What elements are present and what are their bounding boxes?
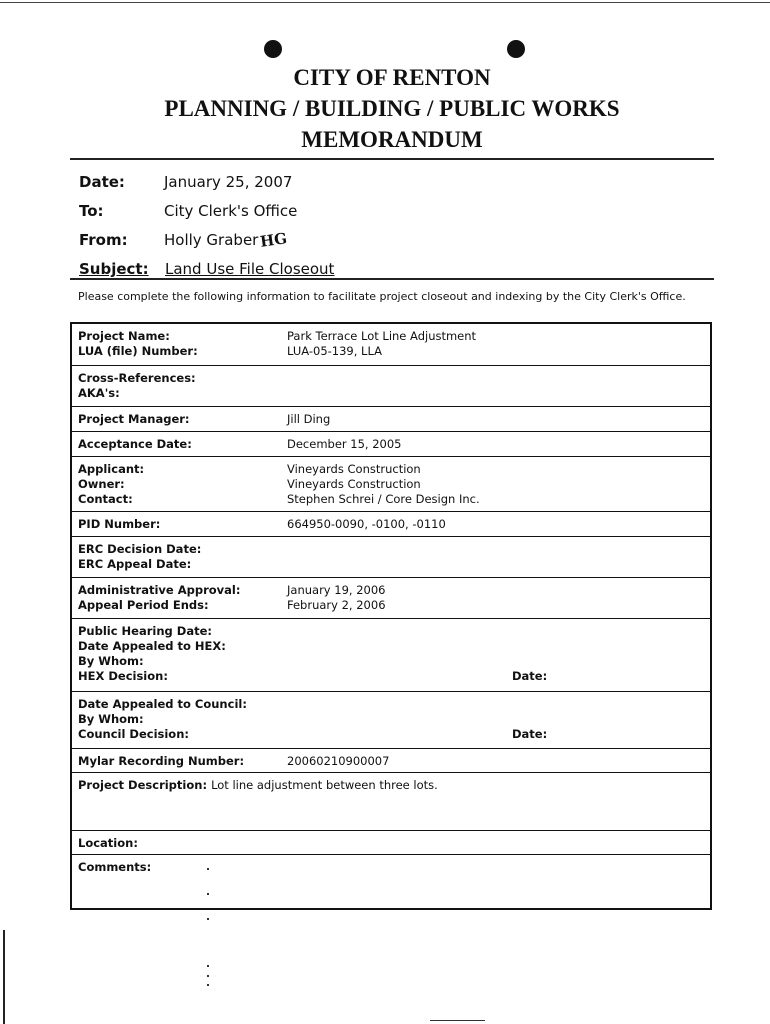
contact-label: Contact: [78, 492, 133, 506]
header-memorandum: MEMORANDUM [301, 127, 483, 152]
lua-label: LUA (file) Number: [78, 344, 198, 358]
council-decision-label: Council Decision: [78, 727, 189, 741]
scan-speck [207, 984, 209, 986]
description-label: Project Description: [78, 778, 208, 792]
row-mylar [72, 748, 710, 772]
mylar-label: Mylar Recording Number: [78, 754, 245, 768]
row-pid-number [72, 511, 710, 536]
scan-mark-bottom [430, 1020, 485, 1021]
row-acceptance-date [72, 431, 710, 456]
subject-rule [70, 278, 714, 280]
hex-date-label: Date: [512, 669, 548, 683]
row-project-manager [72, 406, 710, 431]
applicant-label: Applicant: [78, 462, 145, 476]
header-rule [70, 158, 714, 160]
description-value: Lot line adjustment between three lots. [211, 778, 438, 792]
acceptance-label: Acceptance Date: [78, 437, 192, 451]
date-value: January 25, 2007 [164, 173, 293, 191]
row-location [72, 830, 710, 854]
scan-edge-top [0, 2, 770, 3]
appeal-ends-label: Appeal Period Ends: [78, 598, 209, 612]
scan-speck [207, 918, 209, 920]
header-department: PLANNING / BUILDING / PUBLIC WORKS [164, 96, 620, 121]
row-cross-references [72, 365, 710, 406]
mylar-value: 20060210900007 [287, 754, 390, 768]
to-value: City Clerk's Office [164, 202, 298, 220]
row-council-appeal [72, 691, 710, 748]
row-comments [72, 854, 710, 909]
lua-value: LUA-05-139, LLA [287, 344, 383, 358]
pid-value: 664950-0090, -0100, -0110 [287, 517, 446, 531]
pm-value: Jill Ding [287, 412, 331, 426]
council-date-label: Date: [512, 727, 548, 741]
closeout-form [70, 322, 712, 910]
applicant-value: Vineyards Construction [287, 462, 421, 476]
from-value: Holly Graber [164, 231, 259, 249]
header-city: CITY OF RENTON [293, 65, 491, 90]
subject-label: Subject: [79, 260, 149, 278]
admin-label: Administrative Approval: [78, 583, 241, 597]
by-whom-label: By Whom: [78, 654, 144, 668]
scan-speck [207, 868, 209, 870]
admin-value: January 19, 2006 [287, 583, 386, 597]
date-label: Date: [79, 173, 125, 191]
owner-value: Vineyards Construction [287, 477, 421, 491]
hex-decision-label: HEX Decision: [78, 669, 168, 683]
contact-value: Stephen Schrei / Core Design Inc. [287, 492, 480, 506]
location-label: Location: [78, 836, 138, 850]
row-administrative-approval [72, 577, 710, 618]
scan-speck [207, 965, 209, 967]
appealed-council-label: Date Appealed to Council: [78, 697, 247, 711]
memo-header [70, 62, 714, 155]
from-label: From: [79, 231, 128, 249]
acceptance-value: December 15, 2005 [287, 437, 402, 451]
row-project-description [72, 772, 710, 830]
appeal-ends-value: February 2, 2006 [287, 598, 386, 612]
by-whom2-label: By Whom: [78, 712, 144, 726]
pm-label: Project Manager: [78, 412, 190, 426]
row-project-name [72, 324, 710, 364]
subject-value: Land Use File Closeout [165, 260, 335, 278]
pid-label: PID Number: [78, 517, 161, 531]
row-public-hearing [72, 618, 710, 691]
project-name-label: Project Name: [78, 329, 170, 343]
punch-hole-right [507, 40, 525, 58]
from-value-group [164, 230, 287, 250]
row-applicant [72, 456, 710, 511]
owner-label: Owner: [78, 477, 125, 491]
scan-speck [207, 893, 209, 895]
public-hearing-label: Public Hearing Date: [78, 624, 212, 638]
to-label: To: [79, 202, 104, 220]
comments-label: Comments: [78, 860, 152, 874]
appealed-hex-label: Date Appealed to HEX: [78, 639, 226, 653]
erc-decision-label: ERC Decision Date: [78, 542, 202, 556]
project-name-value: Park Terrace Lot Line Adjustment [287, 329, 477, 343]
cross-ref-label: Cross-References: [78, 371, 196, 385]
aka-label: AKA's: [78, 386, 120, 400]
scan-speck [207, 975, 209, 977]
handwritten-initials: HG [259, 229, 289, 251]
row-erc [72, 536, 710, 577]
punch-hole-left [264, 40, 282, 58]
erc-appeal-label: ERC Appeal Date: [78, 557, 192, 571]
scan-edge-left [3, 930, 5, 1024]
instructions-text: Please complete the following information to facilitate project closeout and indexing by the City Clerk's Office. [78, 290, 686, 303]
